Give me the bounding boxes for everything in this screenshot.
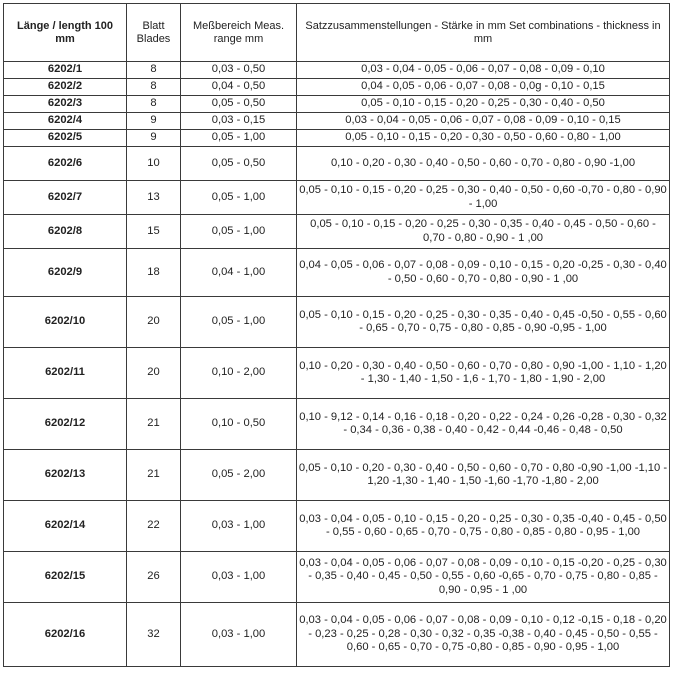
- article-code: 6202/15: [4, 552, 127, 603]
- table-row: [4, 450, 670, 501]
- measuring-range: 0,10 - 0,50: [181, 399, 297, 450]
- set-combination: 0,05 - 0,10 - 0,15 - 0,20 - 0,25 - 0,30 - 0,35 - 0,40 - 0,45 - 0,50 - 0,60 - 0,70 - 0,80 - 0,90 - 1 ,00: [297, 215, 670, 249]
- blade-count: 15: [127, 215, 181, 249]
- blade-count: 13: [127, 181, 181, 215]
- table-row: [4, 215, 670, 249]
- article-code: 6202/7: [4, 181, 127, 215]
- article-code: 6202/16: [4, 603, 127, 667]
- header-row: [4, 4, 670, 62]
- set-combination: 0,05 - 0,10 - 0,15 - 0,20 - 0,25 - 0,30 - 0,40 - 0,50: [297, 96, 670, 113]
- blade-count: 22: [127, 501, 181, 552]
- table-row: [4, 348, 670, 399]
- article-code: 6202/2: [4, 79, 127, 96]
- set-combination: 0,10 - 9,12 - 0,14 - 0,16 - 0,18 - 0,20 - 0,22 - 0,24 - 0,26 -0,28 - 0,30 - 0,32 - 0,34 - 0,36 - 0,38 - 0,40 - 0,42 - 0,44 -0,46 - 0,48 - 0,50: [297, 399, 670, 450]
- set-combination: 0,03 - 0,04 - 0,05 - 0,06 - 0,07 - 0,08 - 0,09 - 0,10: [297, 62, 670, 79]
- blade-count: 20: [127, 348, 181, 399]
- article-code: 6202/10: [4, 297, 127, 348]
- measuring-range: 0,03 - 0,50: [181, 62, 297, 79]
- measuring-range: 0,03 - 1,00: [181, 501, 297, 552]
- set-combination: 0,04 - 0,05 - 0,06 - 0,07 - 0,08 - 0,0g - 0,10 - 0,15: [297, 79, 670, 96]
- blade-count: 32: [127, 603, 181, 667]
- header-range: Meßbereich Meas. range mm: [181, 4, 297, 62]
- blade-count: 8: [127, 62, 181, 79]
- article-code: 6202/4: [4, 113, 127, 130]
- article-code: 6202/14: [4, 501, 127, 552]
- article-code: 6202/9: [4, 249, 127, 297]
- measuring-range: 0,05 - 1,00: [181, 215, 297, 249]
- article-code: 6202/3: [4, 96, 127, 113]
- header-length: Länge / length 100 mm: [4, 4, 127, 62]
- measuring-range: 0,04 - 1,00: [181, 249, 297, 297]
- set-combination: 0,10 - 0,20 - 0,30 - 0,40 - 0,50 - 0,60 - 0,70 - 0,80 - 0,90 -1,00: [297, 147, 670, 181]
- set-combination: 0,05 - 0,10 - 0,15 - 0,20 - 0,25 - 0,30 - 0,40 - 0,50 - 0,60 -0,70 - 0,80 - 0,90 - 1,00: [297, 181, 670, 215]
- article-code: 6202/6: [4, 147, 127, 181]
- feeler-gauge-set-table: [3, 3, 670, 667]
- table-row: [4, 552, 670, 603]
- measuring-range: 0,05 - 2,00: [181, 450, 297, 501]
- article-code: 6202/5: [4, 130, 127, 147]
- table-row: [4, 297, 670, 348]
- measuring-range: 0,05 - 0,50: [181, 147, 297, 181]
- article-code: 6202/13: [4, 450, 127, 501]
- article-code: 6202/11: [4, 348, 127, 399]
- blade-count: 26: [127, 552, 181, 603]
- header-sets: Satzzusammenstellungen - Stärke in mm Set combinations - thickness in mm: [297, 4, 670, 62]
- blade-count: 8: [127, 79, 181, 96]
- measuring-range: 0,04 - 0,50: [181, 79, 297, 96]
- article-code: 6202/1: [4, 62, 127, 79]
- set-combination: 0,03 - 0,04 - 0,05 - 0,06 - 0,07 - 0,08 - 0,09 - 0,10 - 0,15: [297, 113, 670, 130]
- blade-count: 21: [127, 399, 181, 450]
- set-combination: 0,03 - 0,04 - 0,05 - 0,10 - 0,15 - 0,20 - 0,25 - 0,30 - 0,35 -0,40 - 0,45 - 0,50 - 0,55 - 0,60 - 0,65 - 0,70 - 0,75 - 0,80 - 0,85 - 0,80 - 0,95 - 1,00: [297, 501, 670, 552]
- set-combination: 0,10 - 0,20 - 0,30 - 0,40 - 0,50 - 0,60 - 0,70 - 0,80 - 0,90 -1,00 - 1,10 - 1,20 - 1,30 - 1,40 - 1,50 - 1,6 - 1,70 - 1,80 - 1,90 - 2,00: [297, 348, 670, 399]
- blade-count: 9: [127, 130, 181, 147]
- blade-count: 20: [127, 297, 181, 348]
- article-code: 6202/8: [4, 215, 127, 249]
- set-combination: 0,05 - 0,10 - 0,20 - 0,30 - 0,40 - 0,50 - 0,60 - 0,70 - 0,80 -0,90 -1,00 -1,10 - 1,20 -1,30 - 1,40 - 1,50 -1,60 -1,70 -1,80 - 2,00: [297, 450, 670, 501]
- blade-count: 9: [127, 113, 181, 130]
- blade-count: 18: [127, 249, 181, 297]
- table-row: [4, 62, 670, 79]
- table-row: [4, 79, 670, 96]
- measuring-range: 0,05 - 0,50: [181, 96, 297, 113]
- set-combination: 0,03 - 0,04 - 0,05 - 0,06 - 0,07 - 0,08 - 0,09 - 0,10 - 0,12 -0,15 - 0,18 - 0,20 - 0,23 - 0,25 - 0,28 - 0,30 - 0,32 - 0,35 -0,38 - 0,40 - 0,45 - 0,50 - 0,55 - 0,60 - 0,65 - 0,70 - 0,75 -0,80 - 0,85 - 0,90 - 0,95 - 1,00: [297, 603, 670, 667]
- table-row: [4, 96, 670, 113]
- blade-count: 21: [127, 450, 181, 501]
- table-row: [4, 181, 670, 215]
- set-combination: 0,04 - 0,05 - 0,06 - 0,07 - 0,08 - 0,09 - 0,10 - 0,15 - 0,20 -0,25 - 0,30 - 0,40 - 0,50 - 0,60 - 0,70 - 0,80 - 0,90 - 1 ,00: [297, 249, 670, 297]
- table-row: [4, 113, 670, 130]
- measuring-range: 0,03 - 1,00: [181, 552, 297, 603]
- table-row: [4, 249, 670, 297]
- blade-count: 10: [127, 147, 181, 181]
- table-row: [4, 130, 670, 147]
- header-blades: Blatt Blades: [127, 4, 181, 62]
- set-combination: 0,05 - 0,10 - 0,15 - 0,20 - 0,30 - 0,50 - 0,60 - 0,80 - 1,00: [297, 130, 670, 147]
- measuring-range: 0,05 - 1,00: [181, 297, 297, 348]
- measuring-range: 0,03 - 1,00: [181, 603, 297, 667]
- measuring-range: 0,05 - 1,00: [181, 181, 297, 215]
- blade-count: 8: [127, 96, 181, 113]
- measuring-range: 0,10 - 2,00: [181, 348, 297, 399]
- table-row: [4, 603, 670, 667]
- table-row: [4, 147, 670, 181]
- article-code: 6202/12: [4, 399, 127, 450]
- table-row: [4, 501, 670, 552]
- set-combination: 0,03 - 0,04 - 0,05 - 0,06 - 0,07 - 0,08 - 0,09 - 0,10 - 0,15 -0,20 - 0,25 - 0,30 - 0,35 - 0,40 - 0,45 - 0,50 - 0,55 - 0,60 -0,65 - 0,70 - 0,75 - 0,80 - 0,85 - 0,90 - 0,95 - 1 ,00: [297, 552, 670, 603]
- measuring-range: 0,05 - 1,00: [181, 130, 297, 147]
- table-row: [4, 399, 670, 450]
- measuring-range: 0,03 - 0,15: [181, 113, 297, 130]
- set-combination: 0,05 - 0,10 - 0,15 - 0,20 - 0,25 - 0,30 - 0,35 - 0,40 - 0,45 -0,50 - 0,55 - 0,60 - 0,65 - 0,70 - 0,75 - 0,80 - 0,85 - 0,90 -0,95 - 1,00: [297, 297, 670, 348]
